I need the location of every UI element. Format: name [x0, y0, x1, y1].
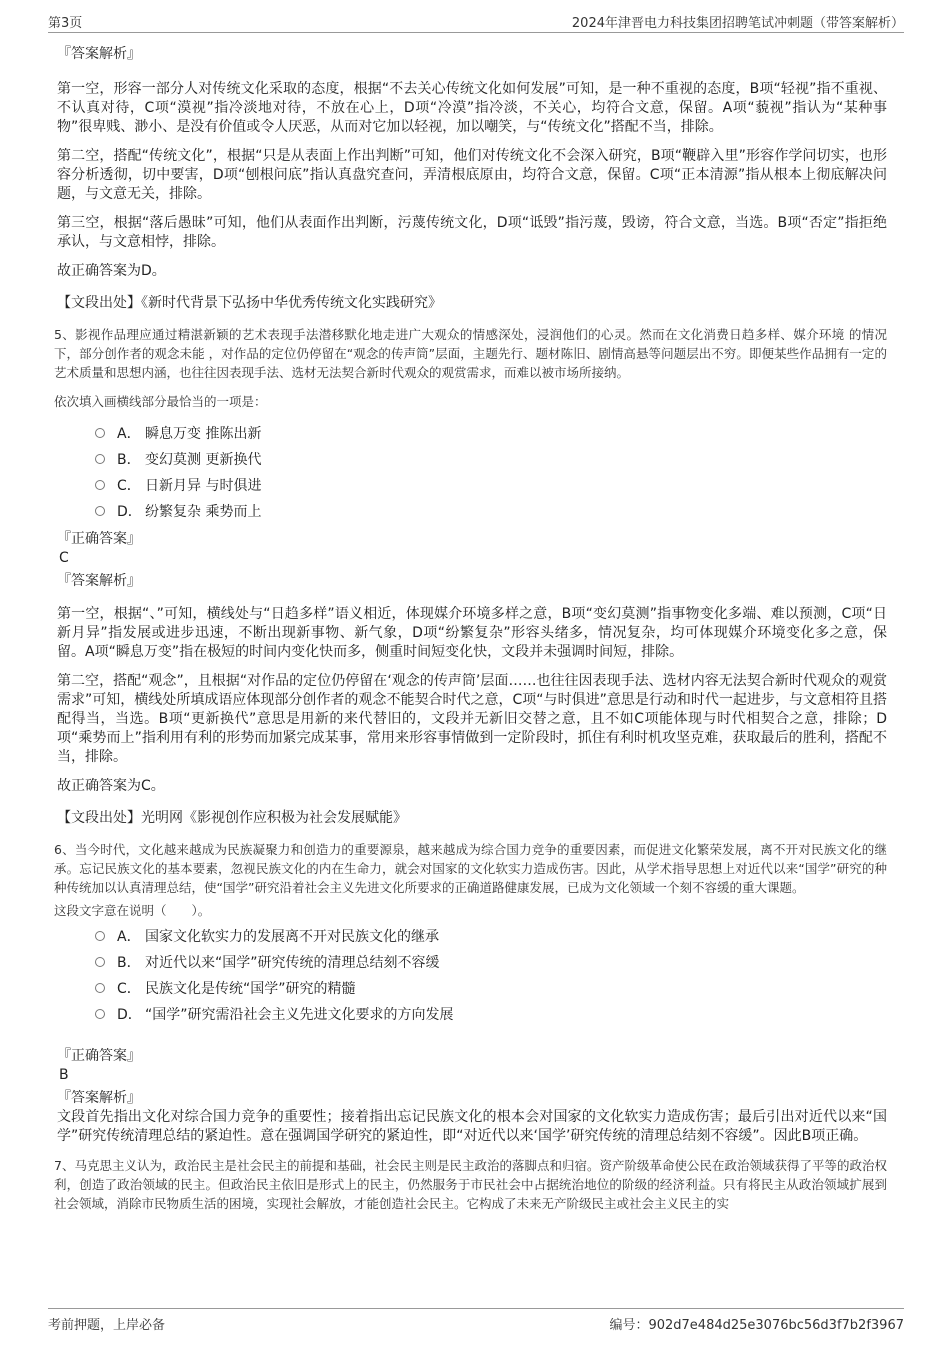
page-number: 第3页 [48, 16, 83, 31]
radio-icon[interactable] [95, 454, 105, 464]
q5-options [95, 421, 887, 525]
q5-prompt: 依次填入画横线部分最恰当的一项是： [54, 394, 267, 409]
q5-question: 5、影视作品理应通过精湛新颖的艺术表现手法潜移默化地走进广大观众的情感深处，浸润他们的心灵。然而在文化消费日趋多样、媒介环境 的情况下，部分创作者的观念未能 ，对作品的定位仍停留在“观念的传声筒”层面，主题先行、题材陈旧、剧情高悬等问题层出不穷。即便某些作品拥有一定的艺术质量和思想内涵，也往往因表现手法、选材无法契合新时代观众的观赏需求，而难以被市场所接纳。 [54, 327, 887, 380]
page-header [48, 12, 904, 33]
radio-icon[interactable] [95, 931, 105, 941]
q6-question: 6、当今时代，文化越来越成为民族凝聚力和创造力的重要源泉，越来越成为综合国力竞争的重要因素，而促进文化繁荣发展，离不开对民族文化的继承。忘记民族文化的基本要素，忽视民族文化的内在生命力，就会对国家的文化软实力造成伤害。因此，从学术指导思想上对近代以来“国学”研究的种种传统加以认真清理总结，使“国学”研究沿着社会主义先进文化所要求的正确道路健康发展，已成为文化领域一个刻不容缓的重大课题。 [54, 842, 887, 895]
q5-conclusion: 故正确答案为C。 [57, 778, 165, 794]
footer-slogan: 考前押题，上岸必备 [48, 1318, 166, 1333]
document-title: 2024年津晋电力科技集团招聘笔试冲刺题（带答案解析） [571, 16, 904, 31]
document-code: 编号：902d7e484d25e3076bc56d3f7b2f3967 [609, 1318, 904, 1333]
q6-analysis-label: 『答案解析』 [57, 1090, 141, 1106]
q6-answer: B [59, 1067, 69, 1083]
q6-option-a[interactable]: A． 国家文化软实力的发展离不开对民族文化的继承 [95, 924, 887, 950]
radio-icon[interactable] [95, 957, 105, 967]
q4-analysis-para: 第二空，搭配“传统文化”，根据“只是从表面上作出判断”可知，他们对传统文化不会深入研究，B项“鞭辟入里”形容作学问切实，也形容分析透彻，切中要害，D项“刨根问底”指认真盘究查问，弄清根底原由，均符合文意，保留。C项“正本清源”指从根本上彻底解决问题，与文意无关，排除。 [57, 148, 887, 202]
q7-question: 7、马克思主义认为，政治民主是社会民主的前提和基础，社会民主则是民主政治的落脚点和归宿。资产阶级革命使公民在政治领域获得了平等的政治权利，创造了政治领域的民主。但政治民主依旧是形式上的民主，仍然服务于市民社会中占据统治地位的阶级的经济利益。只有将民主从政治领域扩展到社会领域，消除市民物质生活的困境，实现社会解放，才能创造社会民主。它构成了未来无产阶级民主或社会主义民主的实 [54, 1158, 887, 1211]
q5-option-b[interactable]: B． 变幻莫测 更新换代 [95, 447, 887, 473]
q6-option-c[interactable]: C． 民族文化是传统“国学”研究的精髓 [95, 976, 887, 1002]
q4-analysis-para: 第一空，形容一部分人对传统文化采取的态度，根据“不去关心传统文化如何发展”可知，是一种不重视的态度，B项“轻视”指不重视、不认真对待，C项“漠视”指冷淡地对待，不放在心上，D项“冷漠”指冷淡，不关心，均符合文意，保留。A项“藐视”指认为“某种事物”很卑贱、渺小、是没有价值或令人厌恶，从而对它加以轻视，加以嘲笑，与“传统文化”搭配不当，排除。 [57, 81, 887, 135]
document-body [54, 44, 887, 1223]
radio-icon[interactable] [95, 428, 105, 438]
q5-answer: C [59, 550, 69, 566]
q5-analysis-para: 第一空，根据“、”可知，横线处与“日趋多样”语义相近，体现媒介环境多样之意，B项“变幻莫测”指事物变化多端、难以预测，C项“日新月异”指发展或进步迅速，不断出现新事物、新气象，D项“纷繁复杂”形容头绪多，情况复杂，均可体现媒介环境变化多之意，保留。A项“瞬息万变”指在极短的时间内变化快而多，侧重时间短变化快，文段并未强调时间短，排除。 [57, 606, 887, 660]
q5-option-c[interactable]: C． 日新月异 与时俱进 [95, 473, 887, 499]
q4-analysis-label: 『答案解析』 [57, 46, 141, 62]
q5-analysis-para: 第二空，搭配“观念”，且根据“对作品的定位仍停留在‘观念的传声筒’层面……也往往因表现手法、选材内容无法契合新时代观众的观赏需求”可知，横线处所填成语应体现部分创作者的观念不能契合时代之意，C项“与时俱进”意思是行动和时代一起进步，与文意相符且搭配得当，当选。B项“更新换代”意思是用新的来代替旧的，文段并无新旧交替之意，且不如C项能体现与时代相契合之意，排除；D项“乘势而上”指利用有利的形势而加紧完成某事，常用来形容事情做到一定阶段时，抓住有利时机攻坚克难，获取最后的胜利，搭配不当，排除。 [57, 673, 887, 765]
q5-analysis-label: 『答案解析』 [57, 573, 141, 589]
page-footer [48, 1308, 904, 1337]
radio-icon[interactable] [95, 983, 105, 993]
q5-option-d[interactable]: D． 纷繁复杂 乘势而上 [95, 499, 887, 525]
q6-analysis-para: 文段首先指出文化对综合国力竞争的重要性；接着指出忘记民族文化的根本会对国家的文化软实力造成伤害；最后引出对近代以来“国学”研究传统清理总结的紧迫性。意在强调国学研究的紧迫性，即“对近代以来‘国学’研究传统的清理总结刻不容缓”。因此B项正确。 [57, 1109, 887, 1144]
q6-option-b[interactable]: B． 对近代以来“国学”研究传统的清理总结刻不容缓 [95, 950, 887, 976]
q4-analysis-para: 第三空，根据“落后愚昧”可知，他们从表面作出判断，污蔑传统文化，D项“诋毁”指污蔑，毁谤，符合文意，当选。B项“否定”指拒绝承认，与文意相悖，排除。 [57, 215, 887, 250]
q5-option-a[interactable]: A． 瞬息万变 推陈出新 [95, 421, 887, 447]
radio-icon[interactable] [95, 1009, 105, 1019]
q5-source: 【文段出处】光明网《影视创作应积极为社会发展赋能》 [57, 810, 407, 826]
q6-options [95, 924, 887, 1028]
radio-icon[interactable] [95, 506, 105, 516]
q4-conclusion: 故正确答案为D。 [57, 263, 166, 279]
q6-answer-label: 『正确答案』 [57, 1048, 141, 1064]
q5-answer-label: 『正确答案』 [57, 531, 141, 547]
q6-option-d[interactable]: D． “国学”研究需沿社会主义先进文化要求的方向发展 [95, 1002, 887, 1028]
q4-source: 【文段出处】《新时代背景下弘扬中华优秀传统文化实践研究》 [57, 295, 442, 311]
q6-prompt: 这段文字意在说明（ ）。 [54, 903, 211, 918]
radio-icon[interactable] [95, 480, 105, 490]
